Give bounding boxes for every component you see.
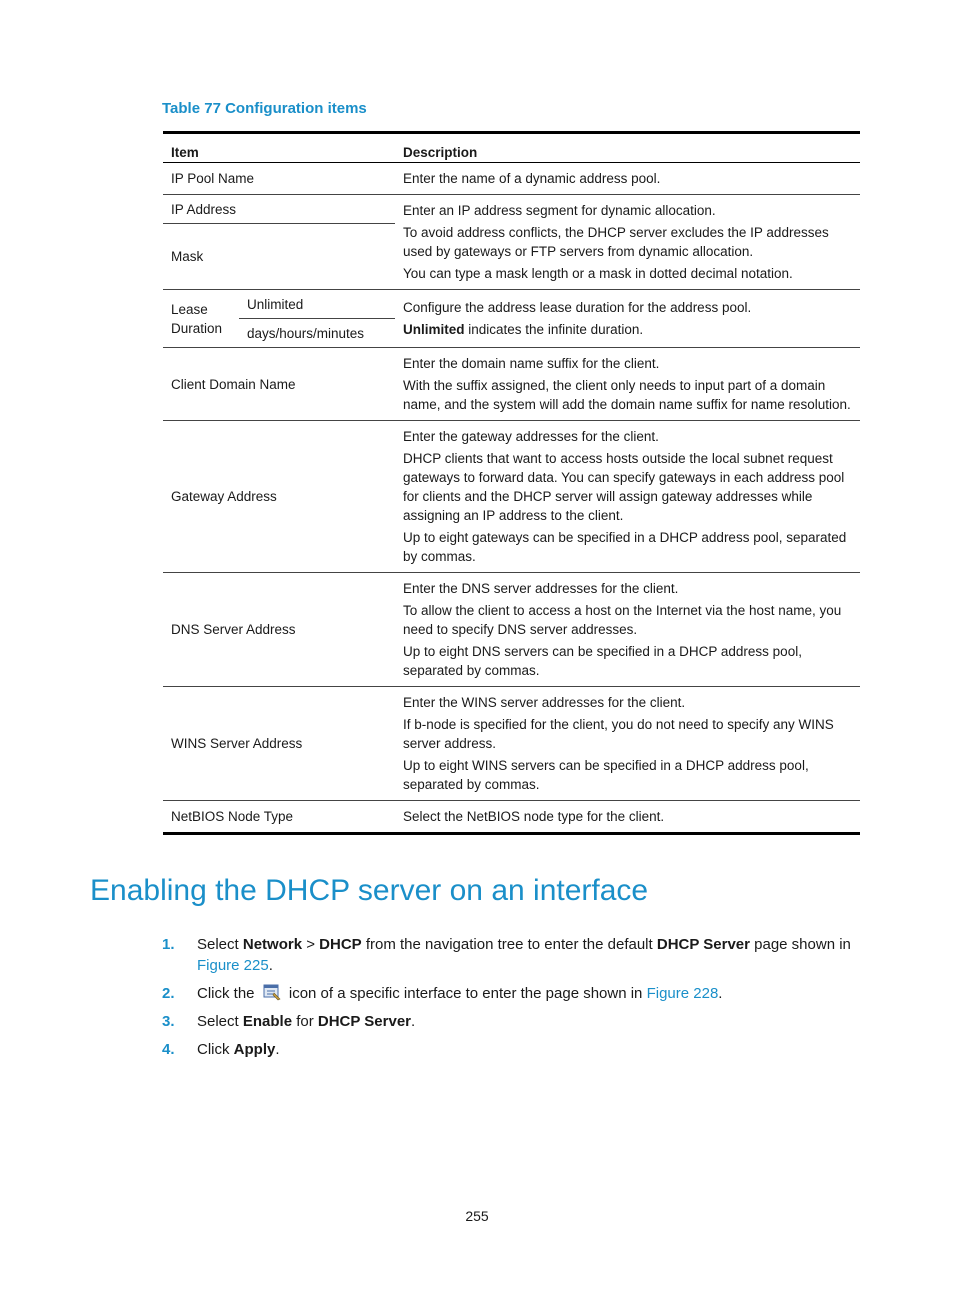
step-number: 1.: [162, 936, 175, 953]
item-ip-address: IP Address: [163, 195, 395, 224]
item-ip-pool-name: IP Pool Name: [163, 163, 395, 195]
desc-netbios-node-type: Select the NetBIOS node type for the client.: [395, 801, 860, 834]
interface-config-icon: [262, 983, 282, 1001]
table-row: [163, 421, 860, 573]
table-row: [163, 290, 860, 319]
table-row: [163, 573, 860, 687]
item-lease-duration: Lease Duration: [163, 290, 239, 348]
table-caption: Table 77 Configuration items: [162, 100, 367, 117]
item-lease-days: days/hours/minutes: [239, 319, 395, 348]
item-dns-server-address: DNS Server Address: [163, 573, 395, 687]
desc-lease-duration: Configure the address lease duration for the address pool. Unlimited indicates the infinite duration.: [395, 290, 860, 348]
desc-client-domain-name: Enter the domain name suffix for the client. With the suffix assigned, the client only needs to input part of a domain name, and the system will add the domain name suffix for name resolution.: [395, 348, 860, 421]
desc-wins-server-address: Enter the WINS server addresses for the client. If b-node is specified for the client, you do not need to specify any WINS server address. Up to eight WINS servers can be specified in a DHCP address pool, separated by commas.: [395, 687, 860, 801]
table-row: [163, 195, 860, 224]
step-1: 1. Select Network > DHCP from the navigation tree to enter the default DHCP Server page shown in Figure 225.: [162, 936, 851, 974]
section-heading: Enabling the DHCP server on an interface: [90, 874, 649, 907]
procedure-steps: [162, 934, 862, 1067]
desc-ip-address-mask: Enter an IP address segment for dynamic allocation. To avoid address conflicts, the DHCP server excludes the IP addresses used by gateways or FTP servers from dynamic allocation. You can type a mask length or a mask in dotted decimal notation.: [395, 195, 860, 290]
step-3: 3. Select Enable for DHCP Server.: [162, 1013, 416, 1030]
item-lease-unlimited: Unlimited: [239, 290, 395, 319]
desc-dns-server-address: Enter the DNS server addresses for the client. To allow the client to access a host on the Internet via the host name, you need to specify DNS server addresses. Up to eight DNS servers can be specified in a DHCP address pool, separated by commas.: [395, 573, 860, 687]
item-mask: Mask: [163, 224, 395, 290]
table-header-row: [163, 133, 860, 163]
configuration-items-table: [163, 131, 860, 835]
figure-225-link[interactable]: Figure 225: [197, 957, 269, 974]
header-description: Description: [395, 133, 860, 163]
table-row: [163, 801, 860, 834]
step-number: 4.: [162, 1041, 175, 1058]
desc-gateway-address: Enter the gateway addresses for the client. DHCP clients that want to access hosts outside the local subnet request gateways to forward data. You can specify gateways in each address pool for clients and the DHCP server will assign gateway addresses while assigning an IP address to the client. Up to eight gateways can be specified in a DHCP address pool, separated by commas.: [395, 421, 860, 573]
header-item: Item: [163, 133, 395, 163]
step-number: 3.: [162, 1013, 175, 1030]
table-row: [163, 348, 860, 421]
item-client-domain-name: Client Domain Name: [163, 348, 395, 421]
table-row: [163, 163, 860, 195]
table-row: [163, 687, 860, 801]
item-gateway-address: Gateway Address: [163, 421, 395, 573]
step-2: 2. Click the icon of a specific interface to enter the page shown in Figure 228.: [162, 985, 723, 1002]
item-wins-server-address: WINS Server Address: [163, 687, 395, 801]
page-number: 255: [465, 1208, 489, 1224]
desc-ip-pool-name: Enter the name of a dynamic address pool.: [395, 163, 860, 195]
item-netbios-node-type: NetBIOS Node Type: [163, 801, 395, 834]
figure-228-link[interactable]: Figure 228: [646, 985, 719, 1002]
step-4: 4. Click Apply.: [162, 1041, 280, 1058]
step-number: 2.: [162, 985, 175, 1002]
